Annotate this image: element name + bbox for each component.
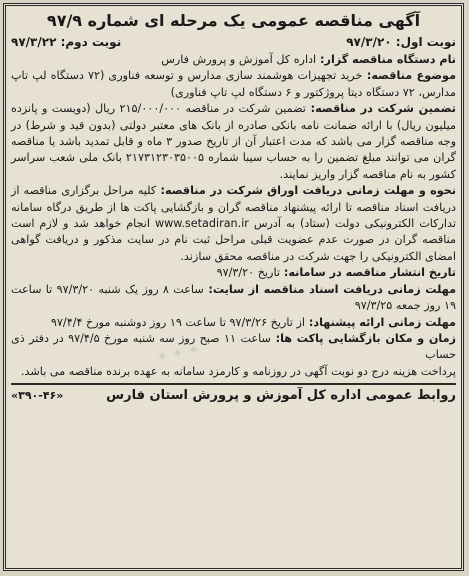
section-opening <box>11 331 456 364</box>
section-text: تاریخ ۹۷/۳/۲۰ <box>216 266 280 280</box>
ad-title: آگهی مناقصه عمومی یک مرحله ای شماره ۹۷/۹ <box>46 11 421 30</box>
section-procedure <box>11 183 456 265</box>
watermark: ✦ ✦ ✦ <box>154 341 202 367</box>
section-text: پرداخت هزینه درج دو نوبت آگهی در روزنامه و کارمزد سامانه به عهده برنده مناقصه می باشد. <box>20 364 456 378</box>
section-label: مهلت زمانی ارائه پیشنهاد: <box>304 315 456 329</box>
section-subject <box>11 68 456 101</box>
section-label: تاریخ انتشار مناقصه در سامانه: <box>279 266 456 280</box>
section-text: ساعت ۱۱ صبح روز سه شنبه مورخ ۹۷/۴/۵ در دفتر ذی حساب <box>11 331 456 362</box>
section-label: مهلت زمانی دریافت اسناد مناقصه از سایت: <box>203 282 457 296</box>
ad-frame <box>3 3 464 571</box>
section-bid-deadline <box>11 315 456 331</box>
section-guarantee <box>11 101 456 183</box>
ad-footer <box>11 383 456 405</box>
section-organization <box>11 52 456 68</box>
section-label: نحوه و مهلت زمانی دریافت اوراق شرکت در مناقصه: <box>156 184 456 198</box>
section-label: تضمین شرکت در مناقصه: <box>305 102 457 116</box>
section-text: از تاریخ ۹۷/۳/۲۶ تا ساعت ۱۹ روز دوشنبه مورخ ۹۷/۴/۴ <box>50 315 305 329</box>
section-label: موضوع مناقصه: <box>362 69 456 83</box>
section-label: نام دستگاه مناقصه گزار: <box>316 53 456 66</box>
footer-organization: روابط عمومی اداره کل آموزش و پرورش استان فارس <box>106 388 456 404</box>
section-text: کلیه مراحل برگزاری مناقصه از دریافت اسناد مناقصه تا ارائه پیشنهاد مناقصه گران و بازگشایی پاکت ها از طریق درگاه سامانه تدارکات الکترونیکی دولت (ستاد) به آدرس www.setadiran.ir انجام خواهد شد و لازم است مناقصه گران در صورت عدم عضویت قبلی مراحل ثبت نام در سایت مذکور و دریافت گواهی امضای الکترونیکی را جهت شرکت در مناقصه محقق سازند. <box>11 184 456 263</box>
section-text: خرید تجهیزات هوشمند سازی مدارس و توسعه فناوری (۷۲ دستگاه لپ تاپ مدارس، ۷۲ دستگاه دیتا پروژکتور و ۶ دستگاه لپ تاپ فناوری) <box>11 69 456 99</box>
section-label: زمان و مکان بازگشایی پاکت ها: <box>270 331 456 345</box>
first-publication-date: نوبت اول: ۹۷/۳/۲۰ <box>346 35 456 49</box>
publication-dates <box>11 34 456 51</box>
ad-code: «۳۹۰-۴۶» <box>11 389 64 403</box>
ad-body <box>11 10 456 564</box>
section-text: ساعت ۸ روز یک شنبه ۹۷/۳/۲۰ تا ساعت ۱۹ روز جمعه ۹۷/۳/۲۵ <box>11 282 456 313</box>
section-publish-date <box>11 265 456 281</box>
section-text: اداره کل آموزش و پرورش فارس <box>161 53 317 66</box>
second-publication-date: نوبت دوم: ۹۷/۳/۲۲ <box>11 35 122 49</box>
section-costs <box>11 364 456 380</box>
section-document-deadline <box>11 282 456 315</box>
section-text: تضمین شرکت در مناقصه ۲۱۵/۰۰۰/۰۰۰ ریال (دویست و پانزده میلیون ریال) با ارائه ضمانت نامه بانکی صادره از بانک های معتبر دولتی (بدون قید و شرط) در وجه مناقصه گزار می باشد که مدت اعتبار آن از تاریخ صدور ۳ ماه و قابل تمدید باشد یا مناقصه گران می توانند مبلغ تضمین را به حساب سیبا شماره ۲۱۷۳۱۲۳۰۳۵۰۰۵ بانک ملی شعب سراسر کشور به نام مناقصه گزار واریز نمایند. <box>11 102 456 181</box>
